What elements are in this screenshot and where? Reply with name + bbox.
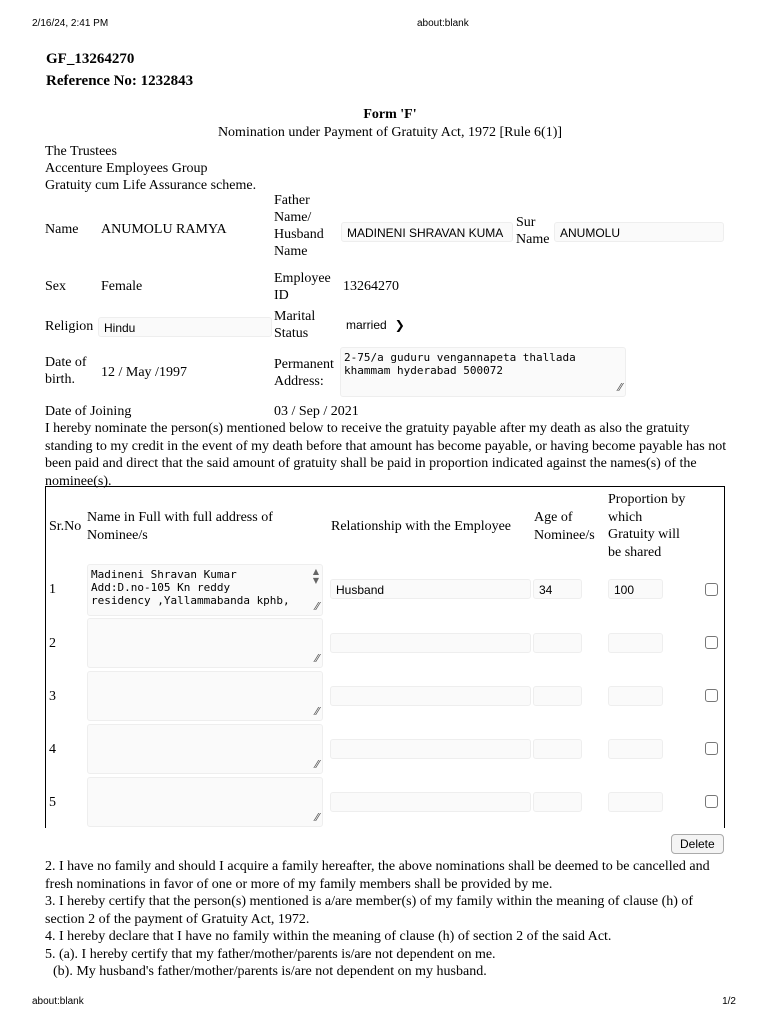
religion-field[interactable]: Hindu — [98, 317, 272, 337]
form-subtitle: Nomination under Payment of Gratuity Act, 1972 [Rule 6(1)] — [217, 125, 563, 140]
marital-status-label: Marital Status — [274, 309, 316, 341]
name-value: ANUMOLU RAMYA — [101, 222, 227, 237]
resize-grip-icon: ⁄⁄ — [315, 705, 319, 718]
addressee-1: The Trustees — [45, 144, 117, 159]
religion-label: Religion — [45, 319, 94, 334]
row-1-checkbox[interactable] — [705, 583, 718, 596]
row-4-proportion[interactable] — [608, 739, 663, 759]
row-2-nominee-address[interactable] — [87, 618, 323, 668]
employee-id-label: Employee ID — [274, 271, 331, 303]
row-3-sr: 3 — [49, 689, 56, 704]
clause-4: 4. I hereby declare that I have no family within the meaning of clause (h) of section 2 of the said Act. — [45, 929, 612, 944]
dob-value: 12 / May /1997 — [101, 365, 187, 380]
addressee-3: Gratuity cum Life Assurance scheme. — [45, 178, 257, 193]
print-footer — [32, 996, 736, 1007]
row-1-relationship[interactable]: Husband — [330, 579, 531, 599]
header-sr-no: Sr.No — [49, 519, 82, 534]
sex-value: Female — [101, 279, 143, 294]
row-2-age[interactable] — [533, 633, 582, 653]
address-label: Permanent Address: — [274, 357, 334, 389]
row-1-proportion[interactable]: 100 — [608, 579, 663, 599]
dob-label: Date of birth. — [45, 355, 87, 387]
print-url: about:blank — [417, 18, 469, 29]
row-5-relationship[interactable] — [330, 792, 531, 812]
row-1-nominee-address[interactable]: Madineni Shravan Kumar Add:D.no-105 Kn reddy residency ,Yallammabanda kphb, ▲ ▼ ⁄⁄ — [87, 564, 323, 616]
row-2-sr: 2 — [49, 636, 56, 651]
page-number: 1/2 — [722, 996, 736, 1007]
delete-button[interactable]: Delete — [671, 834, 724, 854]
row-4-relationship[interactable] — [330, 739, 531, 759]
row-2-proportion[interactable] — [608, 633, 663, 653]
header-proportion: Proportion by which Gratuity will be shared — [608, 492, 686, 560]
header-nominee-name: Name in Full with full address of Nominee/s — [87, 510, 273, 543]
row-3-checkbox[interactable] — [705, 689, 718, 702]
father-name-field[interactable]: MADINENI SHRAVAN KUMA — [341, 222, 513, 242]
resize-grip-icon: ⁄⁄ — [315, 811, 319, 824]
form-content — [45, 48, 735, 540]
row-3-relationship[interactable] — [330, 686, 531, 706]
clause-3: 3. I hereby certify that the person(s) mentioned is a/are member(s) of my family within the meaning of clause (h) of section 2 of the payment of Gratuity Act, 1972. — [45, 894, 694, 927]
doj-value: 03 / Sep / 2021 — [274, 404, 359, 419]
row-3-proportion[interactable] — [608, 686, 663, 706]
footer-url: about:blank — [32, 996, 84, 1007]
resize-grip-icon: ⁄⁄ — [315, 652, 319, 665]
row-4-nominee-address[interactable] — [87, 724, 323, 774]
row-2-checkbox[interactable] — [705, 636, 718, 649]
addressee-2: Accenture Employees Group — [45, 161, 208, 176]
clause-2: 2. I have no family and should I acquire a family hereafter, the above nominations shall be deemed to be cancelled and fresh nominations in favor of one or more of my family members shall be provided by me. — [45, 859, 710, 892]
form-title: Form 'F' — [363, 107, 417, 122]
print-header — [32, 18, 736, 32]
header-age: Age of Nominee/s — [534, 510, 595, 543]
chevron-down-icon: ❯ — [394, 318, 405, 332]
gf-id: GF_13264270 — [46, 51, 135, 67]
row-4-age[interactable] — [533, 739, 582, 759]
row-3-nominee-address[interactable] — [87, 671, 323, 721]
row-5-proportion[interactable] — [608, 792, 663, 812]
print-datetime: 2/16/24, 2:41 PM — [32, 18, 109, 29]
clause-5a: 5. (a). I hereby certify that my father/mother/parents is/are not dependent on me. — [45, 946, 496, 962]
marital-status-value: married — [346, 318, 387, 332]
scroll-arrows-icon[interactable]: ▲ ▼ — [312, 567, 319, 585]
name-label: Name — [45, 222, 79, 237]
doj-label: Date of Joining — [45, 404, 132, 419]
surname-label: Sur Name — [516, 215, 550, 247]
resize-grip-icon: ⁄⁄ — [618, 381, 622, 394]
header-relationship: Relationship with the Employee — [331, 519, 512, 534]
father-name-label: Father Name/ Husband Name — [274, 193, 324, 259]
clause-5b: (b). My husband's father/mother/parents is/are not dependent on my husband. — [53, 964, 487, 979]
surname-field[interactable]: ANUMOLU — [554, 222, 724, 242]
resize-grip-icon: ⁄⁄ — [315, 758, 319, 771]
employee-id-value: 13264270 — [343, 279, 399, 294]
row-1-sr: 1 — [49, 582, 56, 597]
row-5-checkbox[interactable] — [705, 795, 718, 808]
address-field[interactable]: 2-75/a guduru vengannapeta thallada khammam hyderabad 500072 ⁄⁄ — [340, 347, 626, 397]
row-3-age[interactable] — [533, 686, 582, 706]
row-5-nominee-address[interactable] — [87, 777, 323, 827]
sex-label: Sex — [45, 279, 66, 294]
reference-number: Reference No: 1232843 — [46, 73, 194, 89]
row-5-age[interactable] — [533, 792, 582, 812]
declaration-text: I hereby nominate the person(s) mentioned below to receive the gratuity payable after my death as also the gratuity standing to my credit in the event of my death before that amount has become payable, or having become payable has not been paid and direct that the said amount of gratuity shall be paid in proportion indicated against the names(s) of the nominee(s). — [45, 421, 727, 489]
row-2-relationship[interactable] — [330, 633, 531, 653]
clauses — [45, 858, 735, 981]
row-4-checkbox[interactable] — [705, 742, 718, 755]
row-5-sr: 5 — [49, 795, 56, 810]
marital-status-select[interactable] — [346, 318, 405, 332]
row-4-sr: 4 — [49, 742, 56, 757]
nominee-table — [45, 486, 725, 828]
row-1-age[interactable]: 34 — [533, 579, 582, 599]
resize-grip-icon: ⁄⁄ — [315, 600, 319, 613]
